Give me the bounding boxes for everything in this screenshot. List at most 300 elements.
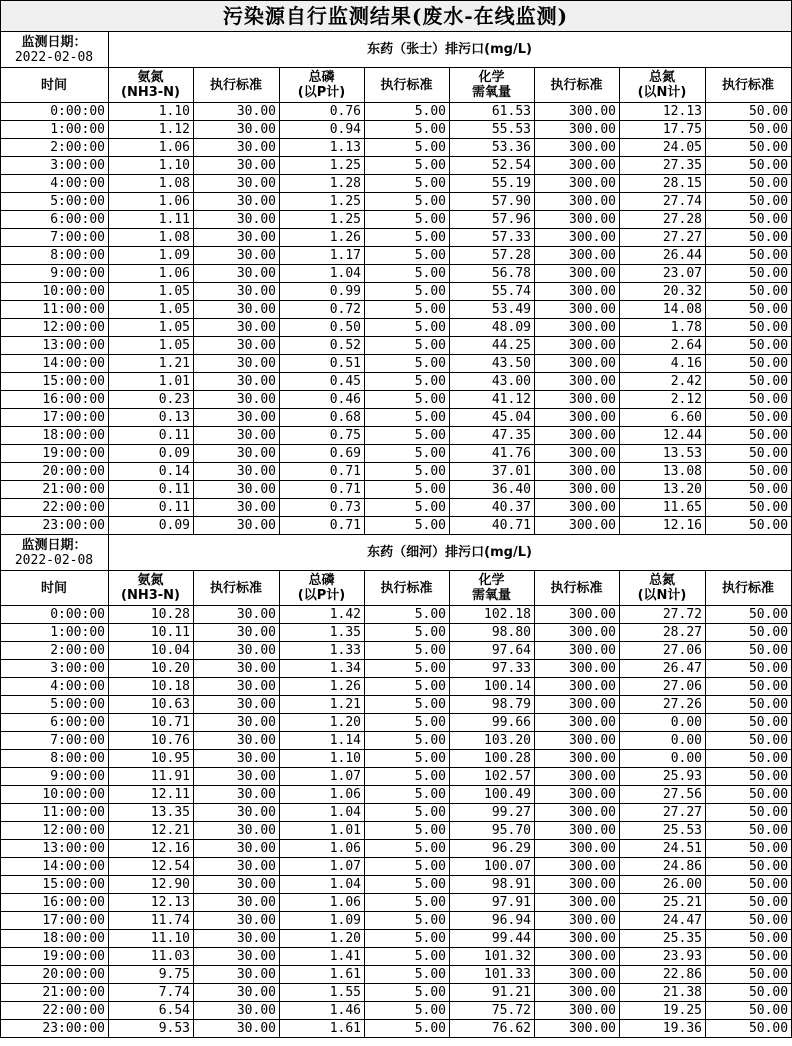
cell-cod-standard: 300.00 <box>535 966 620 984</box>
cell-ammonia-standard: 30.00 <box>194 139 280 157</box>
table-row <box>1 319 792 337</box>
cell-total-phosphorus: 0.71 <box>280 517 365 535</box>
cell-nitrogen-standard: 50.00 <box>706 265 792 283</box>
header-total-nitrogen <box>620 571 706 606</box>
table-row <box>1 930 792 948</box>
cell-ammonia-standard: 30.00 <box>194 481 280 499</box>
cell-nitrogen-standard: 50.00 <box>706 642 792 660</box>
cell-cod: 53.49 <box>450 301 535 319</box>
cell-total-nitrogen: 0.00 <box>620 750 706 768</box>
cell-time: 17:00:00 <box>1 912 109 930</box>
header-line: (以N计) <box>637 588 687 603</box>
monitoring-date-value: 2022-02-08 <box>14 552 94 568</box>
cell-cod: 98.79 <box>450 696 535 714</box>
cell-time: 18:00:00 <box>1 427 109 445</box>
cell-time: 11:00:00 <box>1 301 109 319</box>
cell-total-phosphorus: 1.42 <box>280 606 365 624</box>
cell-nitrogen-standard: 50.00 <box>706 301 792 319</box>
cell-cod: 99.27 <box>450 804 535 822</box>
cell-cod: 47.35 <box>450 427 535 445</box>
cell-cod: 100.28 <box>450 750 535 768</box>
cell-cod-standard: 300.00 <box>535 606 620 624</box>
cell-time: 11:00:00 <box>1 804 109 822</box>
cell-ammonia-standard: 30.00 <box>194 157 280 175</box>
cell-phosphorus-standard: 5.00 <box>365 1020 450 1038</box>
cell-total-nitrogen: 27.06 <box>620 642 706 660</box>
header-line: 执行标准 <box>550 580 603 596</box>
cell-total-nitrogen: 27.28 <box>620 211 706 229</box>
cell-total-nitrogen: 11.65 <box>620 499 706 517</box>
table-row <box>1 786 792 804</box>
cell-time: 6:00:00 <box>1 714 109 732</box>
cell-total-nitrogen: 19.36 <box>620 1020 706 1038</box>
monitoring-date-label: 监测日期： <box>21 34 87 50</box>
cell-ammonia-nitrogen: 11.74 <box>109 912 194 930</box>
cell-total-phosphorus: 1.61 <box>280 1020 365 1038</box>
header-ammonia-standard <box>194 571 280 606</box>
cell-cod-standard: 300.00 <box>535 121 620 139</box>
cell-nitrogen-standard: 50.00 <box>706 930 792 948</box>
cell-phosphorus-standard: 5.00 <box>365 624 450 642</box>
cell-nitrogen-standard: 50.00 <box>706 984 792 1002</box>
cell-phosphorus-standard: 5.00 <box>365 804 450 822</box>
cell-total-nitrogen: 22.86 <box>620 966 706 984</box>
table-row <box>1 517 792 535</box>
cell-total-nitrogen: 24.51 <box>620 840 706 858</box>
header-line: (NH3-N) <box>121 588 180 603</box>
cell-nitrogen-standard: 50.00 <box>706 876 792 894</box>
table-row <box>1 481 792 499</box>
header-line: 执行标准 <box>380 580 433 596</box>
cell-cod-standard: 300.00 <box>535 912 620 930</box>
cell-total-nitrogen: 13.20 <box>620 481 706 499</box>
header-cod-standard <box>535 68 620 103</box>
cell-ammonia-standard: 30.00 <box>194 463 280 481</box>
cell-total-phosphorus: 1.01 <box>280 822 365 840</box>
header-line: (以P计) <box>297 85 346 100</box>
cell-time: 16:00:00 <box>1 894 109 912</box>
cell-ammonia-nitrogen: 1.09 <box>109 247 194 265</box>
table-row <box>1 948 792 966</box>
table-row <box>1 750 792 768</box>
cell-phosphorus-standard: 5.00 <box>365 840 450 858</box>
header-line: 执行标准 <box>209 77 262 93</box>
cell-time: 18:00:00 <box>1 930 109 948</box>
cell-time: 15:00:00 <box>1 373 109 391</box>
cell-time: 23:00:00 <box>1 1020 109 1038</box>
table-row <box>1 822 792 840</box>
table-row <box>1 714 792 732</box>
table-row <box>1 283 792 301</box>
cell-cod-standard: 300.00 <box>535 1002 620 1020</box>
cell-ammonia-standard: 30.00 <box>194 211 280 229</box>
monitoring-date-label: 监测日期： <box>21 537 87 553</box>
cell-total-phosphorus: 1.34 <box>280 660 365 678</box>
cell-total-nitrogen: 12.44 <box>620 427 706 445</box>
cell-phosphorus-standard: 5.00 <box>365 660 450 678</box>
cell-cod: 102.18 <box>450 606 535 624</box>
cell-cod-standard: 300.00 <box>535 930 620 948</box>
header-line: 执行标准 <box>209 580 262 596</box>
cell-cod: 97.33 <box>450 660 535 678</box>
cell-phosphorus-standard: 5.00 <box>365 445 450 463</box>
cell-total-phosphorus: 0.71 <box>280 463 365 481</box>
cell-ammonia-standard: 30.00 <box>194 930 280 948</box>
cell-total-phosphorus: 1.07 <box>280 768 365 786</box>
cell-ammonia-nitrogen: 1.10 <box>109 103 194 121</box>
table-row <box>1 229 792 247</box>
table-row <box>1 463 792 481</box>
cell-cod: 43.50 <box>450 355 535 373</box>
header-time <box>1 68 109 103</box>
cell-cod-standard: 300.00 <box>535 373 620 391</box>
cell-total-phosphorus: 1.13 <box>280 139 365 157</box>
table-row <box>1 121 792 139</box>
cell-ammonia-nitrogen: 10.95 <box>109 750 194 768</box>
cell-ammonia-nitrogen: 1.08 <box>109 229 194 247</box>
cell-nitrogen-standard: 50.00 <box>706 966 792 984</box>
cell-ammonia-nitrogen: 10.11 <box>109 624 194 642</box>
cell-cod: 44.25 <box>450 337 535 355</box>
cell-nitrogen-standard: 50.00 <box>706 499 792 517</box>
cell-ammonia-standard: 30.00 <box>194 229 280 247</box>
cell-cod-standard: 300.00 <box>535 732 620 750</box>
cell-total-phosphorus: 0.73 <box>280 499 365 517</box>
cell-cod-standard: 300.00 <box>535 876 620 894</box>
cell-cod: 48.09 <box>450 319 535 337</box>
cell-ammonia-nitrogen: 12.11 <box>109 786 194 804</box>
table-row <box>1 499 792 517</box>
header-line: 总氮 <box>648 573 675 588</box>
cell-total-phosphorus: 0.71 <box>280 481 365 499</box>
cell-total-phosphorus: 1.35 <box>280 624 365 642</box>
cell-total-nitrogen: 12.16 <box>620 517 706 535</box>
table-row <box>1 858 792 876</box>
cell-ammonia-nitrogen: 0.09 <box>109 517 194 535</box>
cell-nitrogen-standard: 50.00 <box>706 391 792 409</box>
cell-cod-standard: 300.00 <box>535 427 620 445</box>
cell-total-phosphorus: 1.33 <box>280 642 365 660</box>
cell-cod-standard: 300.00 <box>535 103 620 121</box>
cell-cod-standard: 300.00 <box>535 660 620 678</box>
cell-cod-standard: 300.00 <box>535 499 620 517</box>
cell-phosphorus-standard: 5.00 <box>365 678 450 696</box>
cell-total-phosphorus: 1.17 <box>280 247 365 265</box>
cell-ammonia-nitrogen: 0.14 <box>109 463 194 481</box>
header-line: 执行标准 <box>550 77 603 93</box>
cell-ammonia-nitrogen: 10.63 <box>109 696 194 714</box>
cell-total-nitrogen: 0.00 <box>620 732 706 750</box>
cell-nitrogen-standard: 50.00 <box>706 750 792 768</box>
cell-phosphorus-standard: 5.00 <box>365 265 450 283</box>
table-row <box>1 103 792 121</box>
cell-nitrogen-standard: 50.00 <box>706 211 792 229</box>
cell-cod-standard: 300.00 <box>535 247 620 265</box>
cell-nitrogen-standard: 50.00 <box>706 229 792 247</box>
cell-cod-standard: 300.00 <box>535 822 620 840</box>
table-row <box>1 1002 792 1020</box>
cell-phosphorus-standard: 5.00 <box>365 966 450 984</box>
cell-phosphorus-standard: 5.00 <box>365 768 450 786</box>
cell-total-nitrogen: 17.75 <box>620 121 706 139</box>
cell-total-phosphorus: 1.61 <box>280 966 365 984</box>
cell-cod-standard: 300.00 <box>535 804 620 822</box>
cell-cod: 57.90 <box>450 193 535 211</box>
monitoring-date-value: 2022-02-08 <box>14 49 94 65</box>
cell-cod-standard: 300.00 <box>535 463 620 481</box>
cell-nitrogen-standard: 50.00 <box>706 157 792 175</box>
cell-cod: 43.00 <box>450 373 535 391</box>
cell-time: 5:00:00 <box>1 696 109 714</box>
cell-time: 23:00:00 <box>1 517 109 535</box>
cell-cod-standard: 300.00 <box>535 337 620 355</box>
cell-total-phosphorus: 1.06 <box>280 840 365 858</box>
cell-total-phosphorus: 0.50 <box>280 319 365 337</box>
column-header-row <box>1 571 792 606</box>
cell-cod: 76.62 <box>450 1020 535 1038</box>
cell-ammonia-standard: 30.00 <box>194 445 280 463</box>
cell-cod: 55.74 <box>450 283 535 301</box>
cell-phosphorus-standard: 5.00 <box>365 373 450 391</box>
monitoring-date-cell <box>1 32 109 68</box>
cell-ammonia-nitrogen: 12.54 <box>109 858 194 876</box>
cell-ammonia-nitrogen: 0.23 <box>109 391 194 409</box>
cell-cod: 56.78 <box>450 265 535 283</box>
cell-nitrogen-standard: 50.00 <box>706 247 792 265</box>
header-nitrogen-standard <box>706 571 792 606</box>
cell-ammonia-nitrogen: 11.03 <box>109 948 194 966</box>
cell-cod-standard: 300.00 <box>535 840 620 858</box>
cell-cod-standard: 300.00 <box>535 175 620 193</box>
cell-phosphorus-standard: 5.00 <box>365 822 450 840</box>
header-line: 总磷 <box>308 70 335 85</box>
cell-phosphorus-standard: 5.00 <box>365 319 450 337</box>
cell-total-nitrogen: 27.74 <box>620 193 706 211</box>
cell-cod: 100.14 <box>450 678 535 696</box>
cell-total-nitrogen: 27.56 <box>620 786 706 804</box>
cell-time: 20:00:00 <box>1 966 109 984</box>
cell-ammonia-standard: 30.00 <box>194 283 280 301</box>
cell-cod: 75.72 <box>450 1002 535 1020</box>
cell-total-nitrogen: 0.00 <box>620 714 706 732</box>
cell-time: 17:00:00 <box>1 409 109 427</box>
cell-ammonia-standard: 30.00 <box>194 678 280 696</box>
cell-nitrogen-standard: 50.00 <box>706 948 792 966</box>
cell-total-nitrogen: 23.93 <box>620 948 706 966</box>
cell-time: 2:00:00 <box>1 642 109 660</box>
cell-ammonia-nitrogen: 9.75 <box>109 966 194 984</box>
cell-total-phosphorus: 0.75 <box>280 427 365 445</box>
cell-total-phosphorus: 1.07 <box>280 858 365 876</box>
cell-ammonia-nitrogen: 0.13 <box>109 409 194 427</box>
cell-cod-standard: 300.00 <box>535 678 620 696</box>
cell-time: 12:00:00 <box>1 319 109 337</box>
cell-ammonia-standard: 30.00 <box>194 247 280 265</box>
cell-phosphorus-standard: 5.00 <box>365 948 450 966</box>
cell-total-nitrogen: 2.42 <box>620 373 706 391</box>
cell-ammonia-nitrogen: 1.05 <box>109 337 194 355</box>
cell-total-nitrogen: 24.47 <box>620 912 706 930</box>
cell-nitrogen-standard: 50.00 <box>706 121 792 139</box>
cell-ammonia-standard: 30.00 <box>194 894 280 912</box>
cell-ammonia-nitrogen: 1.05 <box>109 301 194 319</box>
cell-nitrogen-standard: 50.00 <box>706 1020 792 1038</box>
header-ammonia-standard <box>194 68 280 103</box>
section-info-row <box>1 535 792 571</box>
table-row <box>1 301 792 319</box>
table-row <box>1 660 792 678</box>
column-header-row <box>1 68 792 103</box>
cell-nitrogen-standard: 50.00 <box>706 786 792 804</box>
cell-ammonia-standard: 30.00 <box>194 1002 280 1020</box>
cell-time: 10:00:00 <box>1 283 109 301</box>
header-line: 氨氮 <box>137 70 164 85</box>
cell-ammonia-standard: 30.00 <box>194 714 280 732</box>
cell-ammonia-standard: 30.00 <box>194 409 280 427</box>
header-line: 执行标准 <box>722 77 775 93</box>
cell-total-nitrogen: 1.78 <box>620 319 706 337</box>
cell-cod-standard: 300.00 <box>535 283 620 301</box>
cell-ammonia-nitrogen: 11.91 <box>109 768 194 786</box>
cell-time: 9:00:00 <box>1 768 109 786</box>
table-row <box>1 247 792 265</box>
cell-phosphorus-standard: 5.00 <box>365 786 450 804</box>
cell-ammonia-nitrogen: 10.04 <box>109 642 194 660</box>
cell-nitrogen-standard: 50.00 <box>706 660 792 678</box>
cell-cod: 57.28 <box>450 247 535 265</box>
cell-time: 0:00:00 <box>1 103 109 121</box>
cell-nitrogen-standard: 50.00 <box>706 696 792 714</box>
cell-nitrogen-standard: 50.00 <box>706 175 792 193</box>
table-row <box>1 157 792 175</box>
cell-cod: 97.64 <box>450 642 535 660</box>
cell-ammonia-nitrogen: 12.90 <box>109 876 194 894</box>
cell-total-phosphorus: 0.68 <box>280 409 365 427</box>
cell-total-nitrogen: 24.86 <box>620 858 706 876</box>
cell-ammonia-standard: 30.00 <box>194 499 280 517</box>
cell-nitrogen-standard: 50.00 <box>706 373 792 391</box>
cell-time: 8:00:00 <box>1 247 109 265</box>
cell-cod-standard: 300.00 <box>535 193 620 211</box>
header-line: 执行标准 <box>380 77 433 93</box>
table-row <box>1 445 792 463</box>
cell-cod-standard: 300.00 <box>535 157 620 175</box>
cell-cod: 45.04 <box>450 409 535 427</box>
cell-total-nitrogen: 13.08 <box>620 463 706 481</box>
cell-total-phosphorus: 0.72 <box>280 301 365 319</box>
cell-ammonia-nitrogen: 0.11 <box>109 499 194 517</box>
cell-time: 13:00:00 <box>1 337 109 355</box>
cell-cod-standard: 300.00 <box>535 696 620 714</box>
section-info-row <box>1 32 792 68</box>
cell-ammonia-nitrogen: 1.12 <box>109 121 194 139</box>
cell-total-phosphorus: 1.06 <box>280 786 365 804</box>
cell-phosphorus-standard: 5.00 <box>365 696 450 714</box>
cell-phosphorus-standard: 5.00 <box>365 517 450 535</box>
cell-phosphorus-standard: 5.00 <box>365 301 450 319</box>
table-row <box>1 912 792 930</box>
cell-total-phosphorus: 0.99 <box>280 283 365 301</box>
cell-cod-standard: 300.00 <box>535 948 620 966</box>
cell-total-nitrogen: 26.44 <box>620 247 706 265</box>
header-line: 时间 <box>40 580 67 596</box>
cell-phosphorus-standard: 5.00 <box>365 211 450 229</box>
cell-total-nitrogen: 25.53 <box>620 822 706 840</box>
header-line: (NH3-N) <box>121 85 180 100</box>
cell-nitrogen-standard: 50.00 <box>706 355 792 373</box>
header-line: 化学 <box>478 573 505 588</box>
cell-nitrogen-standard: 50.00 <box>706 445 792 463</box>
cell-nitrogen-standard: 50.00 <box>706 858 792 876</box>
table-row <box>1 606 792 624</box>
cell-cod-standard: 300.00 <box>535 211 620 229</box>
cell-ammonia-standard: 30.00 <box>194 822 280 840</box>
cell-ammonia-standard: 30.00 <box>194 642 280 660</box>
cell-cod-standard: 300.00 <box>535 642 620 660</box>
cell-ammonia-standard: 30.00 <box>194 876 280 894</box>
table-row <box>1 732 792 750</box>
table-row <box>1 678 792 696</box>
header-time <box>1 571 109 606</box>
cell-total-nitrogen: 2.12 <box>620 391 706 409</box>
cell-nitrogen-standard: 50.00 <box>706 409 792 427</box>
cell-time: 6:00:00 <box>1 211 109 229</box>
header-line: 总磷 <box>308 573 335 588</box>
cell-ammonia-standard: 30.00 <box>194 265 280 283</box>
cell-total-nitrogen: 20.32 <box>620 283 706 301</box>
cell-total-nitrogen: 6.60 <box>620 409 706 427</box>
cell-ammonia-nitrogen: 1.10 <box>109 157 194 175</box>
cell-ammonia-standard: 30.00 <box>194 103 280 121</box>
cell-ammonia-standard: 30.00 <box>194 804 280 822</box>
cell-cod: 101.32 <box>450 948 535 966</box>
cell-ammonia-standard: 30.00 <box>194 301 280 319</box>
cell-time: 14:00:00 <box>1 355 109 373</box>
header-nitrogen-standard <box>706 68 792 103</box>
cell-total-phosphorus: 1.10 <box>280 750 365 768</box>
cell-time: 9:00:00 <box>1 265 109 283</box>
cell-ammonia-standard: 30.00 <box>194 624 280 642</box>
cell-phosphorus-standard: 5.00 <box>365 858 450 876</box>
cell-time: 12:00:00 <box>1 822 109 840</box>
cell-total-phosphorus: 1.04 <box>280 265 365 283</box>
cell-total-nitrogen: 26.00 <box>620 876 706 894</box>
cell-nitrogen-standard: 50.00 <box>706 714 792 732</box>
cell-time: 21:00:00 <box>1 481 109 499</box>
cell-total-phosphorus: 1.09 <box>280 912 365 930</box>
cell-total-phosphorus: 1.04 <box>280 876 365 894</box>
cell-total-phosphorus: 1.26 <box>280 229 365 247</box>
cell-cod: 99.66 <box>450 714 535 732</box>
cell-total-phosphorus: 1.06 <box>280 894 365 912</box>
cell-time: 8:00:00 <box>1 750 109 768</box>
cell-phosphorus-standard: 5.00 <box>365 1002 450 1020</box>
cell-ammonia-nitrogen: 12.16 <box>109 840 194 858</box>
cell-cod-standard: 300.00 <box>535 750 620 768</box>
cell-nitrogen-standard: 50.00 <box>706 1002 792 1020</box>
cell-ammonia-standard: 30.00 <box>194 606 280 624</box>
cell-nitrogen-standard: 50.00 <box>706 606 792 624</box>
header-cod <box>450 571 535 606</box>
cell-nitrogen-standard: 50.00 <box>706 463 792 481</box>
cell-cod: 91.21 <box>450 984 535 1002</box>
cell-ammonia-standard: 30.00 <box>194 786 280 804</box>
cell-phosphorus-standard: 5.00 <box>365 157 450 175</box>
cell-total-nitrogen: 25.35 <box>620 930 706 948</box>
cell-ammonia-nitrogen: 7.74 <box>109 984 194 1002</box>
cell-ammonia-standard: 30.00 <box>194 858 280 876</box>
table-row <box>1 768 792 786</box>
